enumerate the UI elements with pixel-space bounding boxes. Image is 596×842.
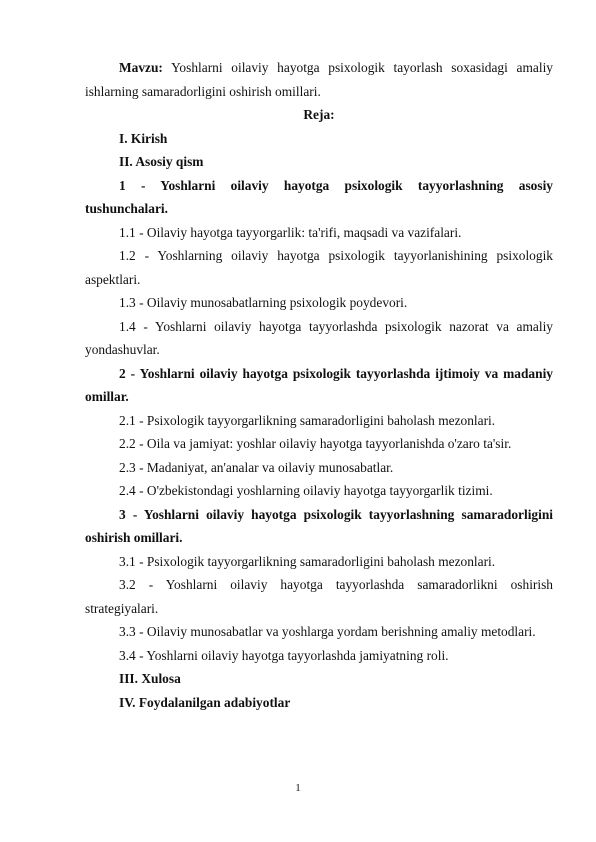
topic-label: Mavzu: xyxy=(119,60,163,75)
plan-list xyxy=(85,127,553,715)
plan-item: IV. Foydalanilgan adabiyotlar xyxy=(119,694,291,710)
plan-item: 2.3 - Madaniyat, an'analar va oilaviy munosabatlar. xyxy=(119,459,394,475)
plan-item: 1.4 - Yoshlarni oilaviy hayotga tayyorlashda psixologik nazorat va amaliy yondashuvlar. xyxy=(85,318,553,357)
plan-item: 1.3 - Oilaviy munosabatlarning psixologik poydevori. xyxy=(119,295,408,310)
plan-item: III. Xulosa xyxy=(119,671,181,686)
plan-item: 3 - Yoshlarni oilaviy hayotga psixologik tayyorlashning samaradorligini oshirish omillari. xyxy=(85,506,553,545)
plan-item: 3.3 - Oilaviy munosabatlar va yoshlarga yordam berishning amaliy metodlari. xyxy=(119,624,536,639)
topic-text: Yoshlarni oilaviy hayotga psixologik tayorlash soxasidagi amaliy ishlarning samaradorligini oshirish omillari. xyxy=(85,60,553,99)
topic-paragraph xyxy=(85,56,553,103)
page-number: 1 xyxy=(295,782,301,794)
plan-item: 2.2 - Oila va jamiyat: yoshlar oilaviy hayotga tayyorlanishda o'zaro ta'sir. xyxy=(119,436,512,451)
plan-item: 3.1 - Psixologik tayyorgarlikning samaradorligini baholash mezonlari. xyxy=(119,553,496,569)
plan-heading: Reja: xyxy=(303,107,335,122)
plan-item: 2 - Yoshlarni oilaviy hayotga psixologik tayyorlashda ijtimoiy va madaniy omillar. xyxy=(85,365,553,404)
document-body xyxy=(85,56,553,714)
plan-item: I. Kirish xyxy=(119,130,168,146)
plan-item: 1.1 - Oilaviy hayotga tayyorgarlik: ta'rifi, maqsadi va vazifalari. xyxy=(119,224,462,240)
plan-item: 1.2 - Yoshlarning oilaviy hayotga psixologik tayyorlanishining psixologik aspektlari. xyxy=(85,248,553,287)
plan-item: 3.2 - Yoshlarni oilaviy hayotga tayyorlashda samaradorlikni oshirish strategiyalari. xyxy=(85,577,553,616)
plan-item: 2.4 - O'zbekistondagi yoshlarning oilaviy hayotga tayyorgarlik tizimi. xyxy=(119,483,493,498)
plan-item: 1 - Yoshlarni oilaviy hayotga psixologik tayyorlashning asosiy tushunchalari. xyxy=(85,177,553,216)
plan-item: 2.1 - Psixologik tayyorgarlikning samaradorligini baholash mezonlari. xyxy=(119,412,496,428)
plan-item: II. Asosiy qism xyxy=(119,154,204,169)
plan-item: 3.4 - Yoshlarni oilaviy hayotga tayyorlashda jamiyatning roli. xyxy=(119,647,449,663)
